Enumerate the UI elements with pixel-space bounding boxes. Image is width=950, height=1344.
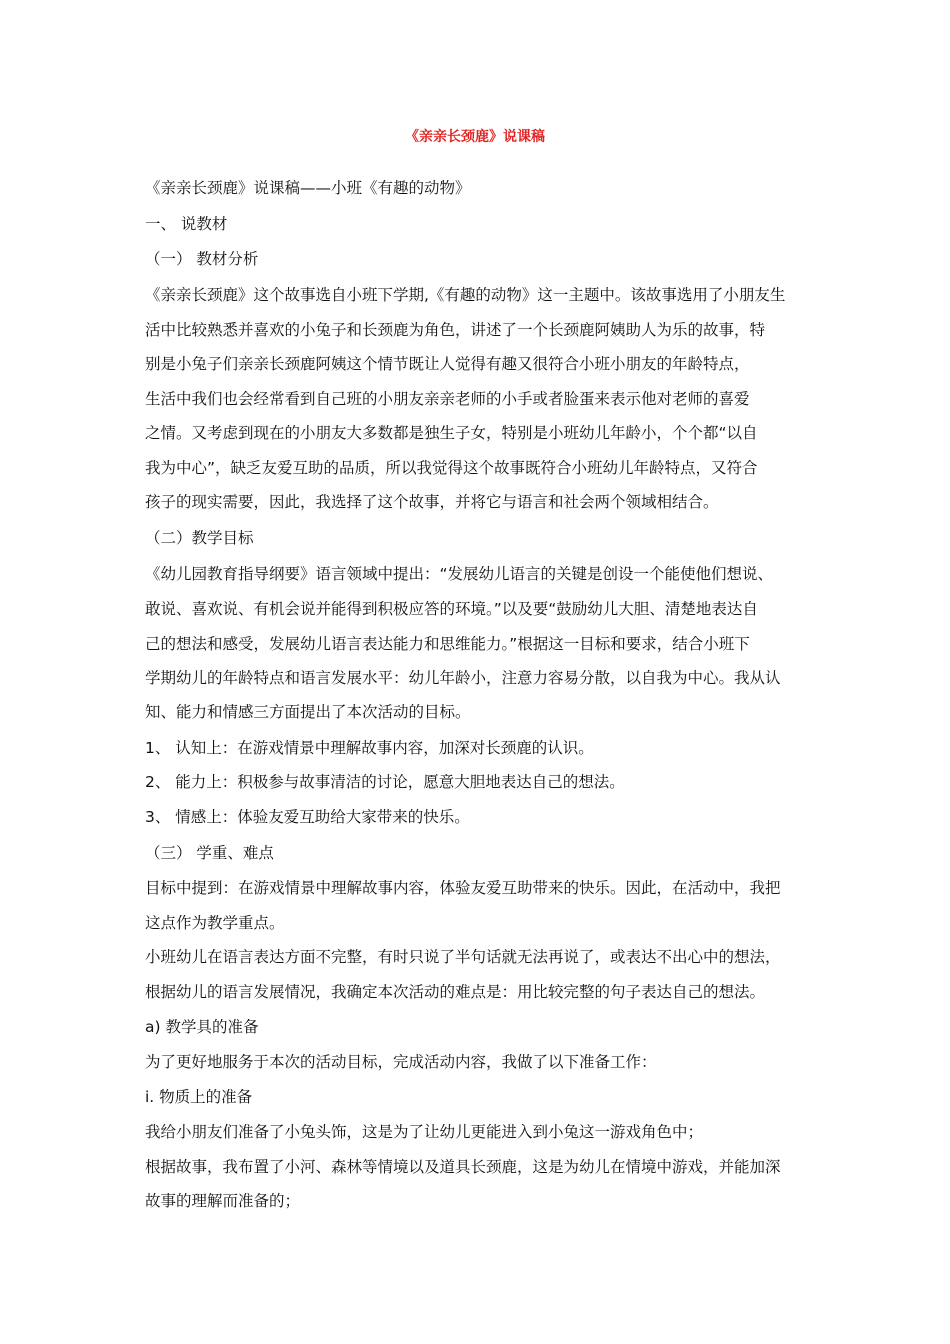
text-line: 生活中我们也会经常看到自己班的小朋友亲亲老师的小手或者脸蛋来表示他对老师的喜爱: [145, 390, 750, 408]
list-item: 2、 能力上：积极参与故事清洁的讨论，愿意大胆地表达自己的想法。: [145, 773, 625, 791]
subsection-heading: （一） 教材分析: [145, 250, 259, 268]
list-item: 1、 认知上：在游戏情景中理解故事内容，加深对长颈鹿的认识。: [145, 739, 594, 757]
text-line: 根据故事，我布置了小河、森林等情境以及道具长颈鹿，这是为幼儿在情境中游戏，并能加深: [145, 1158, 781, 1176]
text-line: 孩子的现实需要，因此，我选择了这个故事，并将它与语言和社会两个领域相结合。: [145, 493, 719, 511]
text-line: 为了更好地服务于本次的活动目标，完成活动内容，我做了以下准备工作：: [145, 1053, 657, 1071]
text-line: 根据幼儿的语言发展情况，我确定本次活动的难点是：用比较完整的句子表达自己的想法。: [145, 983, 766, 1001]
text-line: 己的想法和感受，发展幼儿语言表达能力和思维能力。”根据这一目标和要求，结合小班下: [145, 635, 750, 653]
list-heading: a) 教学具的准备: [145, 1018, 259, 1036]
subsection-heading: （三） 学重、难点: [145, 844, 274, 862]
section-heading: 一、 说教材: [145, 215, 228, 233]
text-line: 《亲亲长颈鹿》这个故事选自小班下学期,《有趣的动物》这一主题中。该故事选用了小朋友生: [145, 286, 786, 304]
text-line: 这点作为教学重点。: [145, 914, 285, 932]
text-line: 敢说、喜欢说、有机会说并能得到积极应答的环境。”以及要“鼓励幼儿大胆、清楚地表达自: [145, 600, 758, 618]
text-line: 我给小朋友们准备了小兔头饰，这是为了让幼儿更能进入到小兔这一游戏角色中；: [145, 1123, 704, 1141]
text-line: 知、能力和情感三方面提出了本次活动的目标。: [145, 703, 471, 721]
list-heading: i. 物质上的准备: [145, 1088, 253, 1106]
text-line: 《亲亲长颈鹿》说课稿——小班《有趣的动物》: [145, 179, 471, 197]
text-line: 活中比较熟悉并喜欢的小兔子和长颈鹿为角色，讲述了一个长颈鹿阿姨助人为乐的故事，特: [145, 321, 766, 339]
text-line: 学期幼儿的年龄特点和语言发展水平：幼儿年龄小，注意力容易分散，以自我为中心。我从认: [145, 669, 781, 687]
text-line: 小班幼儿在语言表达方面不完整，有时只说了半句话就无法再说了，或表达不出心中的想法，: [145, 948, 781, 966]
text-line: 别是小兔子们亲亲长颈鹿阿姨这个情节既让人觉得有趣又很符合小班小朋友的年龄特点，: [145, 355, 750, 373]
subsection-heading: （二）教学目标: [145, 529, 254, 547]
list-item: 3、 情感上：体验友爱互助给大家带来的快乐。: [145, 808, 470, 826]
text-line: 故事的理解而准备的；: [145, 1192, 301, 1210]
document-title: 《亲亲长颈鹿》说课稿: [405, 129, 545, 145]
text-line: 目标中提到：在游戏情景中理解故事内容，体验友爱互助带来的快乐。因此，在活动中，我把: [145, 879, 781, 897]
text-line: 之情。又考虑到现在的小朋友大多数都是独生子女，特别是小班幼儿年龄小，个个都“以自: [145, 424, 758, 442]
text-line: 《幼儿园教育指导纲要》语言领域中提出：“发展幼儿语言的关键是创设一个能使他们想说、: [145, 565, 774, 583]
text-line: 我为中心”，缺乏友爱互助的品质，所以我觉得这个故事既符合小班幼儿年龄特点，又符合: [145, 459, 758, 477]
